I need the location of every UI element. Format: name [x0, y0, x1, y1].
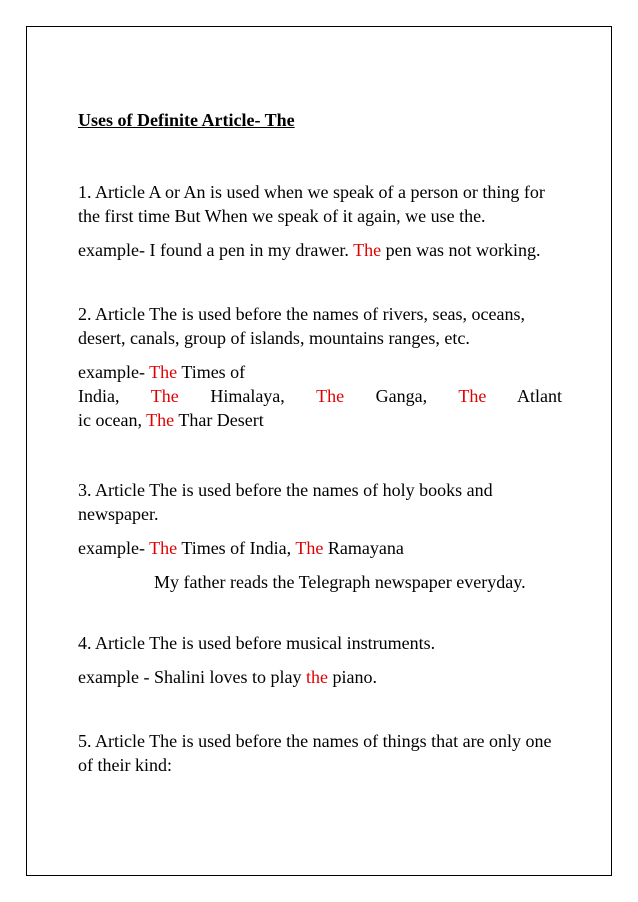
rule-1-example-highlight: The [353, 240, 382, 260]
rule-3-highlight-2: The [295, 538, 324, 558]
rule-2-example-line-2 [78, 384, 562, 408]
rule-4-example-suffix: piano. [332, 667, 377, 687]
rule-1-statement: 1. Article A or An is used when we speak of a person or thing for the first time But When we speak of it again, we use the. [78, 182, 545, 226]
rule-2-text-4: Ganga, [375, 386, 428, 406]
rule-2-text-1: Times of [181, 362, 246, 382]
rule-2-example-prefix: example- [78, 362, 145, 382]
rule-4-statement: 4. Article The is used before musical instruments. [78, 633, 436, 653]
rule-5-statement: 5. Article The is used before the names of things that are only one of their kind: [78, 731, 552, 775]
rule-2-text-3: Himalaya, [210, 386, 285, 406]
rule-2-highlight-5: The [146, 410, 175, 430]
document-content [78, 108, 562, 777]
rule-2-text-2: India, [78, 386, 120, 406]
rule-2-highlight-2: The [150, 386, 179, 406]
rule-2-statement: 2. Article The is used before the names of rivers, seas, oceans, desert, canals, group of islands, mountains ranges, etc. [78, 304, 526, 348]
rule-2-text-5: Atlant [516, 386, 562, 406]
rule-3-extra-example: My father reads the Telegraph newspaper everyday. [154, 572, 526, 592]
rule-1-example-prefix: example- I found a pen in my drawer. [78, 240, 349, 260]
rule-2-example [78, 360, 562, 432]
rule-3-text-2: Ramayana [327, 538, 404, 558]
rule-4-example [78, 665, 562, 689]
rule-4-example-highlight: the [305, 667, 328, 687]
rule-3-statement: 3. Article The is used before the names of holy books and newspaper. [78, 480, 493, 524]
rule-3-highlight-1: The [149, 538, 178, 558]
document-title: Uses of Definite Article- The [78, 110, 295, 130]
rule-2-highlight-1: The [149, 362, 178, 382]
rule-4-example-prefix: example - Shalini loves to play [78, 667, 302, 687]
rule-1-example-suffix: pen was not working. [385, 240, 541, 260]
rule-3-text-1: Times of India, [181, 538, 292, 558]
rule-2-highlight-3: The [316, 386, 345, 406]
rule-3-example-prefix: example- [78, 538, 145, 558]
rule-2-text-6: ic ocean, [78, 410, 142, 430]
rule-2-example-line-1 [78, 360, 562, 384]
rule-2-highlight-4: The [458, 386, 487, 406]
rule-1-example [78, 238, 562, 262]
rule-3-example [78, 536, 562, 560]
rule-2-example-line-3 [78, 408, 562, 432]
rule-2-text-7: Thar Desert [178, 410, 264, 430]
